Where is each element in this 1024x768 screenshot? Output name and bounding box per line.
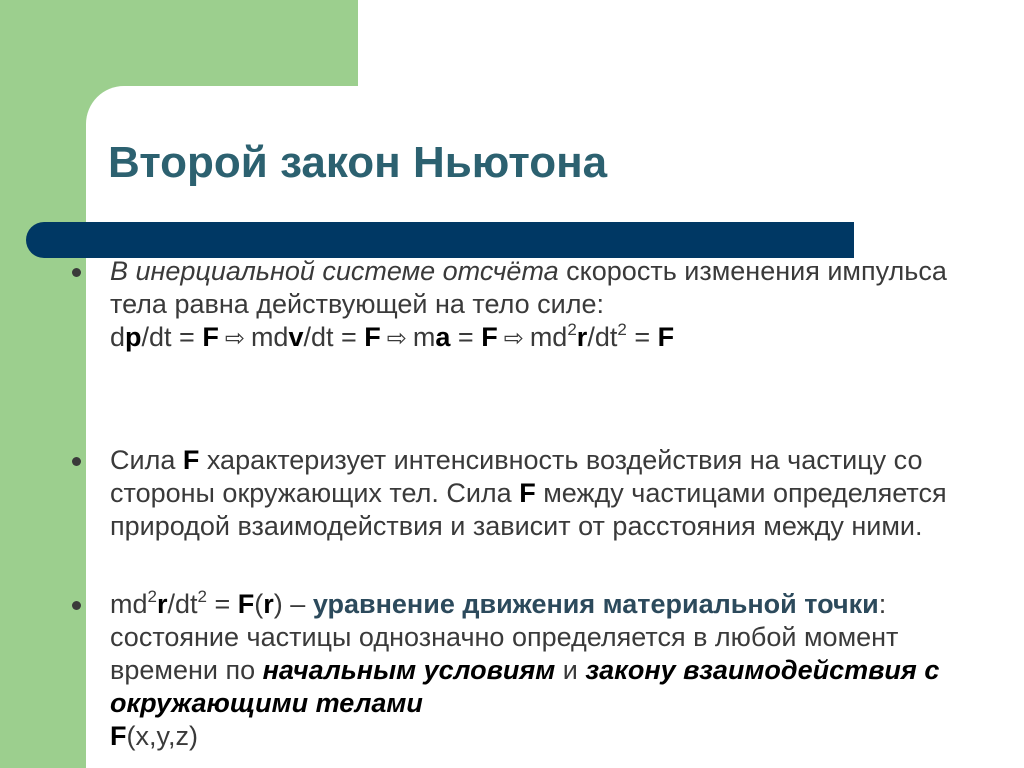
- formula-sup: 2: [617, 320, 627, 339]
- bullet-dot: [72, 268, 81, 277]
- equation-of-motion-phrase: уравнение движения материальной точки: [312, 589, 879, 619]
- force-symbol: F: [237, 589, 255, 619]
- bullet-3-part: и: [555, 655, 586, 685]
- formula-r: r: [263, 589, 274, 619]
- formula-md: md: [250, 322, 289, 352]
- coordinates-args: (x,y,z): [126, 721, 198, 751]
- initial-conditions-phrase: начальным условиям: [262, 655, 556, 685]
- bullet-1-rest: скорость изменения импульса тела равна действующей на тело силе:: [110, 256, 947, 319]
- bullet-2-part: характеризует интенсивность воздействия на частицу со стороны окружающих тел. Сила: [110, 445, 923, 508]
- formula-r: r: [576, 322, 588, 352]
- formula-md: md: [529, 322, 568, 352]
- formula-r: r: [156, 589, 168, 619]
- inertial-frame-phrase: В инерциальной системе отсчёта: [110, 256, 559, 286]
- formula-a: a: [435, 322, 451, 352]
- formula-sup: 2: [147, 587, 157, 606]
- formula-eq: =: [450, 322, 482, 352]
- implies-arrow-icon: ⇨: [224, 325, 245, 352]
- formula-line: [110, 322, 674, 352]
- formula-F: F: [364, 322, 381, 352]
- bullet-2-part: Сила: [110, 445, 183, 475]
- formula-dt: /dt =: [141, 322, 203, 352]
- title-underline-bar: [26, 222, 854, 258]
- formula-sup: 2: [197, 587, 207, 606]
- formula-dt: /dt: [587, 322, 618, 352]
- paren: (: [254, 589, 264, 619]
- formula-F: F: [481, 322, 498, 352]
- force-symbol: F: [182, 445, 200, 475]
- formula-d: d: [110, 322, 126, 352]
- implies-arrow-icon: ⇨: [503, 325, 524, 352]
- bullet-1-text: [110, 255, 990, 355]
- bullet-3-text: [110, 588, 990, 753]
- slide-title: Второй закон Ньютона: [108, 138, 608, 187]
- force-symbol: F: [519, 478, 536, 508]
- formula-F: F: [202, 322, 219, 352]
- formula-dt: /dt: [167, 589, 198, 619]
- bullet-2-part: между частицами определяется природой взаимодействия и зависит от расстояния между ними.: [110, 478, 947, 541]
- paren: ): [273, 589, 283, 619]
- formula-m: m: [412, 322, 436, 352]
- bullet-dot: [72, 457, 81, 466]
- formula-v: v: [288, 322, 304, 352]
- formula-md: md: [110, 589, 148, 619]
- dash: –: [282, 589, 313, 619]
- formula-F: F: [657, 322, 675, 352]
- formula-dt: /dt =: [303, 322, 365, 352]
- formula-sup: 2: [567, 320, 577, 339]
- formula-p: p: [125, 322, 142, 352]
- force-symbol: F: [110, 721, 127, 751]
- formula-eq: =: [626, 322, 658, 352]
- formula-eq: =: [207, 589, 238, 619]
- bullet-2-text: [110, 444, 990, 543]
- implies-arrow-icon: ⇨: [386, 325, 407, 352]
- bullet-3-part: : состояние частицы однозначно определяется в любой момент времени по: [110, 589, 899, 685]
- bullet-dot: [72, 601, 81, 610]
- interaction-law-phrase: закону взаимодействия с окружающими телами: [110, 655, 940, 718]
